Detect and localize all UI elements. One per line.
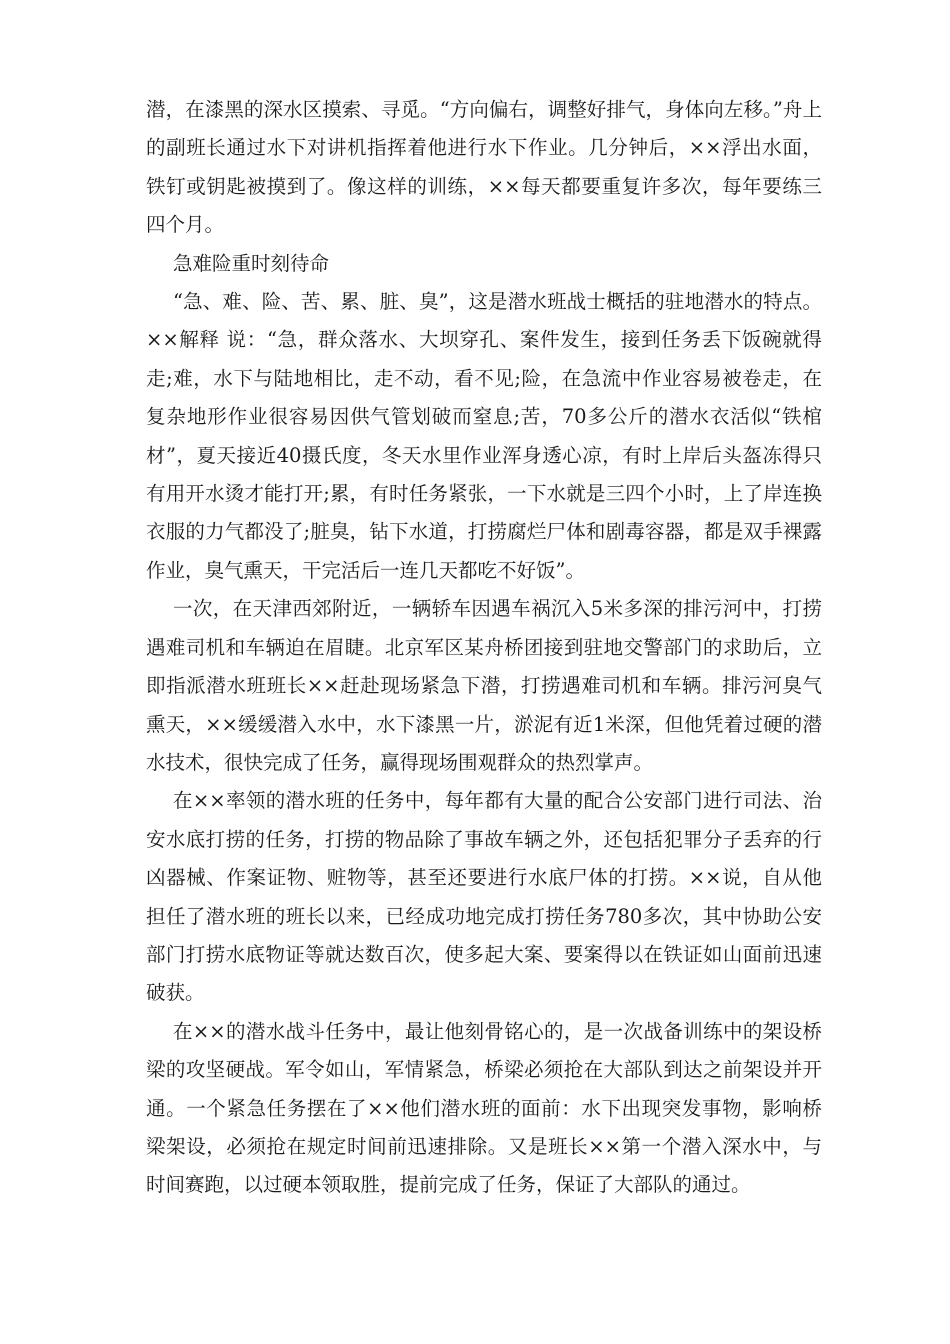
paragraph: 在××率领的潜水班的任务中，每年都有大量的配合公安部门进行司法、治安水底打捞的任务，打捞的物品除了事故车辆之外，还包括犯罪分子丢弃的行凶器械、作案证物、赃物等，甚至还要进行水底尸体的打捞。××说，自从他担任了潜水班的班长以来，已经成功地完成打捞任务780多次，其中协助公安部门打捞水底物证等就达数百次，使多起大案、要案得以在铁证如山面前迅速破获。 (146, 789, 822, 1005)
document-body (146, 91, 822, 1205)
section-heading: 急难险重时刻待命 (173, 251, 330, 275)
paragraph: 在××的潜水战斗任务中，最让他刻骨铭心的，是一次战备训练中的架设桥梁的攻坚硬战。军令如山，军情紧急，桥梁必须抢在大部队到达之前架设并开通。一个紧急任务摆在了××他们潜水班的面前：水下出现突发事物，影响桥梁架设，必须抢在规定时间前迅速排除。又是班长××第一个潜入深水中，与时间赛跑，以过硬本领取胜，提前完成了任务，保证了大部队的通过。 (146, 1019, 822, 1197)
paragraph: 一次，在天津西郊附近，一辆轿车因遇车祸沉入5米多深的排污河中，打捞遇难司机和车辆迫在眉睫。北京军区某舟桥团接到驻地交警部门的求助后，立即指派潜水班班长××赶赴现场紧急下潜，打捞遇难司机和车辆。排污河臭气熏天，××缓缓潜入水中，水下漆黑一片，淤泥有近1米深，但他凭着过硬的潜水技术，很快完成了任务，赢得现场围观群众的热烈掌声。 (146, 597, 822, 774)
paragraph: “急、难、险、苦、累、脏、臭”，这是潜水班战士概括的驻地潜水的特点。××解释 说：“急，群众落水、大坝穿孔、案件发生，接到任务丢下饭碗就得走;难，水下与陆地相比，走不动，看不见;险，在急流中作业容易被卷走，在复杂地形作业很容易因供气管划破而窒息;苦，70多公斤的潜水衣活似“铁棺材”，夏天接近40摄氏度，冬天水里作业浑身透心凉，有时上岸后头盔冻得只有用开水烫才能打开;累，有时任务紧张，一下水就是三四个小时，上了岸连换衣服的力气都没了;脏臭，钻下水道，打捞腐烂尸体和剧毒容器，都是双手裸露作业，臭气熏天，干完活后一连几天都吃不好饭”。 (146, 290, 822, 582)
paragraph-continuation: 潜，在漆黑的深水区摸索、寻觅。“方向偏右，调整好排气，身体向左移。”舟上的副班长通过水下对讲机指挥着他进行水下作业。几分钟后，××浮出水面，铁钉或钥匙被摸到了。像这样的训练，××每天都要重复许多次，每年要练三四个月。 (146, 98, 822, 237)
